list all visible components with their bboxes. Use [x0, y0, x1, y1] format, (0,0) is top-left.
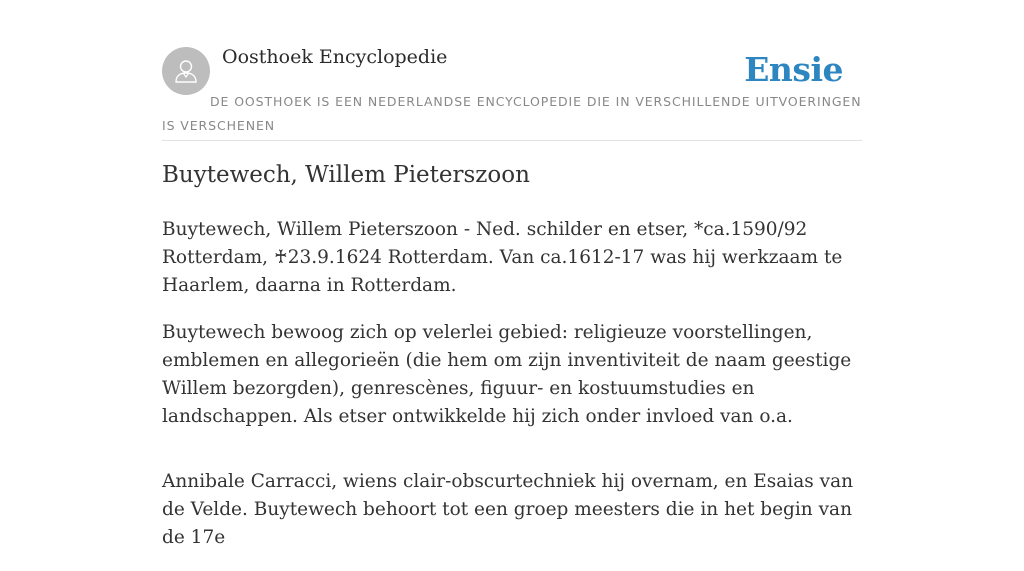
avatar[interactable] — [162, 47, 210, 95]
article-paragraph: Annibale Carracci, wiens clair-obscurtechniek hij overnam, en Esaias van de Velde. Buytewech behoort tot een groep meesters die in het begin van de 17e — [162, 471, 854, 548]
article-paragraph: Buytewech bewoog zich op velerlei gebied: religieuze voorstellingen, emblemen en allegorieën (die hem om zijn inventiviteit de naam geestige Willem bezorgden), genrescènes, figuur- en kostuumstudies en landschappen. Als etser ontwikkelde hij zich onder invloed van o.a. — [162, 322, 852, 427]
article-title: Buytewech, Willem Pieterszoon — [162, 162, 530, 188]
brand-logo[interactable]: Ensie — [744, 50, 843, 89]
article-paragraph: Buytewech, Willem Pieterszoon - Ned. schilder en etser, *ca.1590/92 Rotterdam, ♰23.9.1624 Rotterdam. Van ca.1612-17 was hij werkzaam te Haarlem, daarna in Rotterdam. — [162, 219, 843, 296]
site-name[interactable]: Oosthoek Encyclopedie — [222, 46, 448, 68]
site-tagline: DE OOSTHOEK IS EEN NEDERLANDSE ENCYCLOPEDIE DIE IN VERSCHILLENDE UITVOERINGEN IS VERSCHENEN — [162, 94, 862, 133]
article-body — [162, 216, 862, 571]
page-container — [162, 0, 862, 548]
user-icon — [171, 56, 201, 86]
site-header — [162, 0, 862, 141]
